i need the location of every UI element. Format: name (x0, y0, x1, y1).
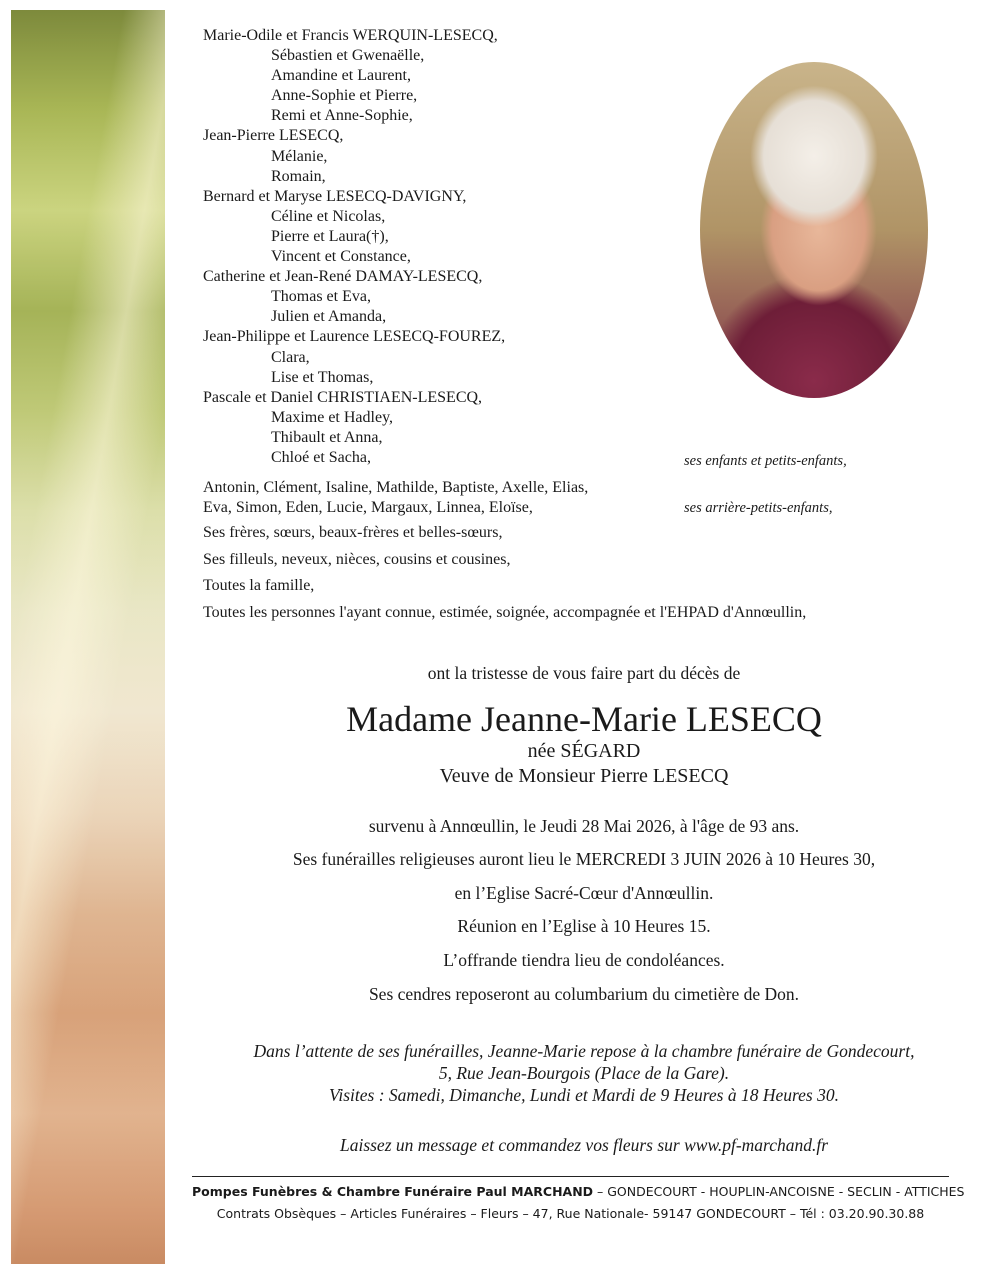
widow-of: Veuve de Monsieur Pierre LESECQ (439, 765, 729, 787)
family-row: Jean-Philippe et Laurence LESECQ-FOUREZ, (203, 328, 506, 346)
family-row: Remi et Anne-Sophie, (271, 107, 413, 125)
family-row: Pascale et Daniel CHRISTIAEN-LESECQ, (203, 388, 483, 406)
label-children: ses enfants et petits-enfants, (684, 453, 847, 469)
line-godchildren: Ses filleuls, neveux, nièces, cousins et cousines, (203, 551, 511, 568)
line-family: Toutes la famille, (203, 577, 315, 594)
footer-line-2: Contrats Obsèques – Articles Funéraires – Fleurs – 47, Rue Nationale- 59147 GONDECOURT – Tél : 03.20.90.30.88 (216, 1206, 925, 1221)
family-row: Julien et Amanda, (271, 308, 387, 326)
family-row: Catherine et Jean-René DAMAY-LESECQ, (203, 268, 483, 286)
family-row: Thibault et Anna, (271, 428, 383, 446)
church-details: en l’Eglise Sacré-Cœur d'Annœullin. (454, 883, 714, 903)
family-row: Maxime et Hadley, (271, 408, 394, 426)
funeral-details: Ses funérailles religieuses auront lieu le MERCREDI 3 JUIN 2026 à 10 Heures 30, (292, 849, 876, 869)
footer-company: Pompes Funèbres & Chambre Funéraire Paul MARCHAND (192, 1184, 594, 1199)
announcement-intro: ont la tristesse de vous faire part du décès de (427, 663, 741, 683)
deceased-portrait (700, 62, 928, 398)
family-row: Pierre et Laura(†), (271, 227, 389, 245)
maiden-name: née SÉGARD (527, 740, 641, 762)
family-row: Marie-Odile et Francis WERQUIN-LESECQ, (203, 27, 498, 44)
deceased-name: Madame Jeanne-Marie LESECQ (346, 699, 822, 739)
offering-details: L’offrande tiendra lieu de condoléances. (443, 950, 725, 970)
family-row: Lise et Thomas, (271, 368, 374, 386)
great-grandchildren-line-1: Antonin, Clément, Isaline, Mathilde, Baptiste, Axelle, Elias, (203, 479, 589, 496)
family-row: Anne-Sophie et Pierre, (271, 87, 418, 105)
message-line: Laissez un message et commandez vos fleurs sur www.pf-marchand.fr (339, 1135, 829, 1155)
family-row: Jean-Pierre LESECQ, (203, 127, 344, 145)
visitation-line-3: Visites : Samedi, Dimanche, Lundi et Mardi de 9 Heures à 18 Heures 30. (328, 1085, 839, 1105)
family-row: Thomas et Eva, (271, 288, 371, 306)
footer-locations: – GONDECOURT - HOUPLIN-ANCOISNE - SECLIN - ATTICHES (593, 1184, 965, 1199)
footer-line-1 (192, 1184, 965, 1199)
family-row: Clara, (271, 348, 310, 366)
death-details: survenu à Annœullin, le Jeudi 28 Mai 2026, à l'âge de 93 ans. (368, 816, 800, 836)
family-row: Romain, (271, 167, 326, 185)
visitation-line-2: 5, Rue Jean-Bourgois (Place de la Gare). (438, 1063, 730, 1083)
family-row: Bernard et Maryse LESECQ-DAVIGNY, (203, 187, 467, 205)
great-grandchildren-line-2: Eva, Simon, Eden, Lucie, Margaux, Linnea, Eloïse, (203, 499, 533, 516)
visitation-line-1: Dans l’attente de ses funérailles, Jeanne-Marie repose à la chambre funéraire de Gondecourt, (253, 1041, 915, 1061)
line-siblings: Ses frères, sœurs, beaux-frères et belles-sœurs, (203, 524, 503, 541)
family-row: Chloé et Sacha, (271, 448, 371, 466)
ashes-details: Ses cendres reposeront au columbarium du cimetière de Don. (368, 984, 800, 1004)
family-row: Céline et Nicolas, (271, 207, 386, 225)
family-row: Mélanie, (271, 147, 328, 165)
family-row: Amandine et Laurent, (271, 67, 411, 85)
family-row: Sébastien et Gwenaëlle, (271, 47, 425, 65)
family-row: Vincent et Constance, (271, 248, 411, 266)
forest-path-image (11, 10, 165, 1264)
meeting-details: Réunion en l’Eglise à 10 Heures 15. (457, 916, 711, 936)
line-persons: Toutes les personnes l'ayant connue, estimée, soignée, accompagnée et l'EHPAD d'Annœullin, (203, 604, 807, 621)
footer-divider (192, 1176, 949, 1177)
family-list (203, 26, 683, 468)
label-great-grandchildren: ses arrière-petits-enfants, (684, 500, 833, 516)
